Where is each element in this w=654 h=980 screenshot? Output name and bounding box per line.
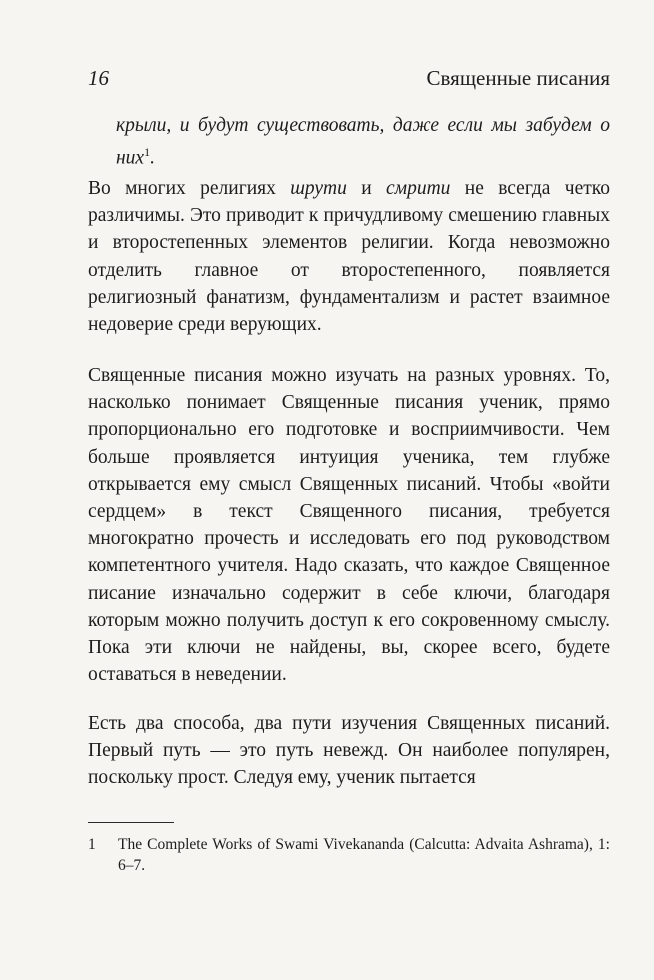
footnote-reference[interactable]: 1: [144, 145, 151, 159]
paragraph-study-levels: Священные писания можно изучать на разных уровнях. То, насколько понимает Священные писания ученик, прямо пропорционально его подготовке и восприимчивости. Чем больше проявляется интуиция ученика, тем глубже открывается ему смысл Священных писаний. Чтобы «войти сердцем» в текст Священного писания, требуется многократно прочесть и исследовать его под руководством компетентного учителя. Надо сказать, что каждое Священное писание изначально содержит в себе ключи, благодаря которым можно получить доступ к его сокровенному смыслу. Пока эти ключи не найдены, вы, скорее всего, будете оставаться в неведении.: [88, 365, 610, 686]
footnote-number: 1: [88, 836, 96, 853]
page-header: [88, 66, 610, 96]
paragraph-1-before: Во многих религиях: [88, 178, 291, 199]
page-number: 16: [88, 66, 109, 90]
term-shruti: шрути: [290, 178, 347, 199]
quote-text: крыли, и будут существовать, даже если мы забудем о них: [116, 115, 610, 169]
running-title: Священные писания: [426, 66, 610, 90]
quote-tail: .: [150, 147, 155, 169]
term-smriti: смрити: [386, 178, 451, 199]
paragraph-1-after: не всегда четко различимы. Это приводит к причудливому смешению главных и второстепенных элементов религии. Когда невозможно отделить главное от второстепенного, появляется религиозный фанатизм, фундаментализм и растет взаимное недоверие среди верующих.: [88, 178, 610, 336]
paragraph-two-ways: Есть два способа, два пути изучения Священных писаний. Первый путь — это путь невежд. Он наиболее популярен, поскольку прост. Следуя ему, ученик пытается: [88, 713, 610, 789]
quote-continuation: [116, 112, 610, 172]
paragraph-shruti-smriti: [88, 175, 610, 338]
footnote-text: The Complete Works of Swami Vivekananda (Calcutta: Advaita Ashrama), 1: 6–7.: [118, 836, 610, 874]
footnote-divider: [88, 822, 174, 823]
paragraph-1-mid: и: [346, 178, 386, 199]
